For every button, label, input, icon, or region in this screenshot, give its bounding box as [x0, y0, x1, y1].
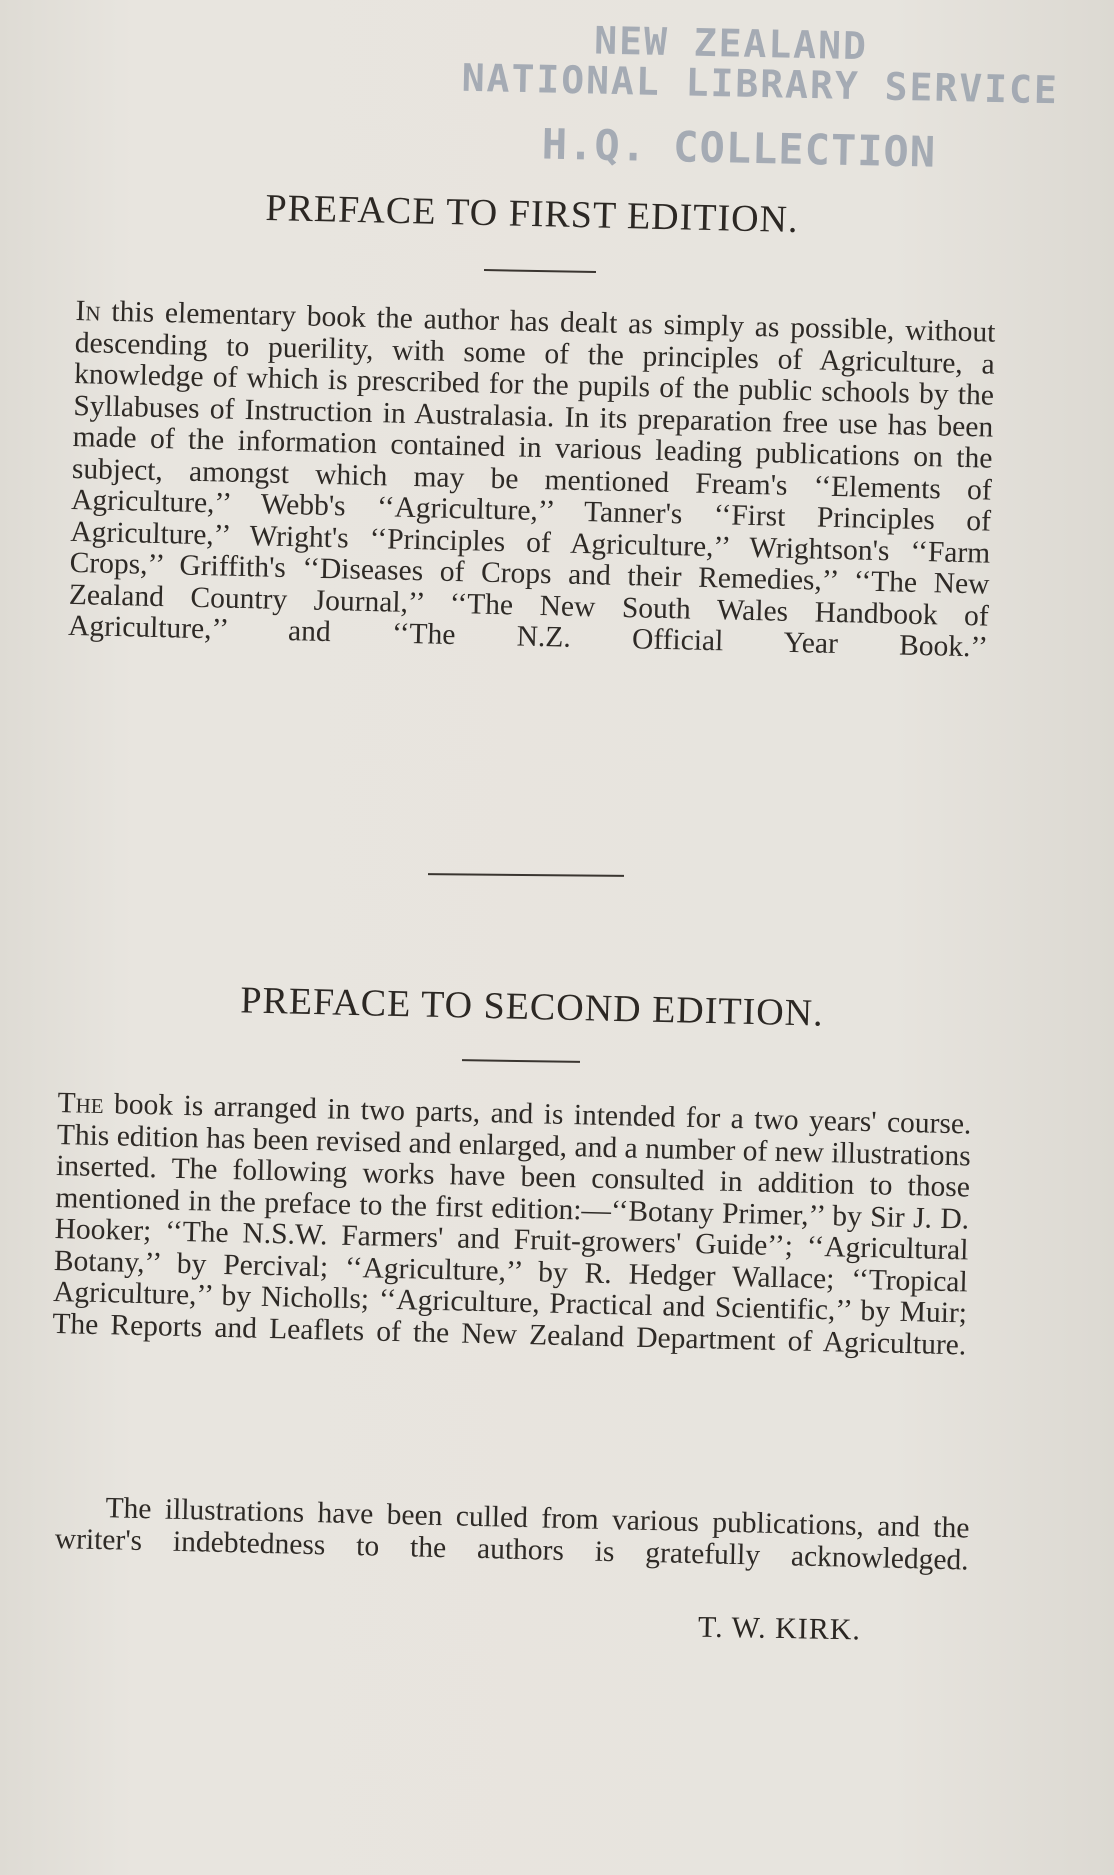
preface-second-paragraph-2: The illustrations have been culled from various publications, and the writer's indebtedness to the authors is gratefully acknowledged.: [54, 1492, 970, 1577]
preface-second-text: book is arranged in two parts, and is intended for a two years' course. This edition has been revised and enlarged, and a number of new illustrations inserted. The following works have been consulted in addition to those mentioned in the preface to the first edition:—‘‘Botany Primer,’’ by Sir J. D. Hooker; ‘‘The N.S.W. Farmers' and Fruit-growers' Guide’’; ‘‘Agricultural Botany,’’ by Percival; ‘‘Agriculture,’’ by R. Hedger Wallace; ‘‘Tropical Agriculture,’’ by Nicholls; ‘‘Agriculture, Practical and Scientific,’’ by Muir; The Reports and Leaflets of the New Zealand Department of Agriculture.: [52, 1088, 972, 1361]
preface-first-lead: In: [75, 295, 102, 328]
library-stamp: [438, 15, 1081, 179]
title-rule-first: [484, 269, 596, 273]
stamp-line-2: NATIONAL LIBRARY SERVICE: [461, 55, 1060, 113]
title-rule-second: [462, 1059, 580, 1063]
stamp-line-3: H.Q. COLLECTION: [541, 119, 937, 177]
author-signature: T. W. KIRK.: [697, 1610, 862, 1647]
preface-first-text: this elementary book the author has dealt as simply as possible, without descending to puerility, with some of the principles of Agriculture, a knowledge of which is prescribed for the pupils of the public schools by the Syllabuses of Instruction in Australasia. In its preparation free use has been made of the information contained in various leading publications on the subject, amongst which may be mentioned Fream's ‘‘Elements of Agriculture,’’ Webb's ‘‘Agriculture,’’ Tanner's ‘‘First Principles of Agriculture,’’ Wright's ‘‘Principles of Agriculture,’’ Wrightson's ‘‘Farm Crops,’’ Griffith's ‘‘Diseases of Crops and their Remedies,’’ ‘‘The New Zealand Country Journal,’’ ‘‘The New South Wales Handbook of Agriculture,’’ and ‘‘The N.Z. Official Year Book.’’: [67, 295, 996, 664]
preface-first-body: [68, 296, 996, 664]
section-divider: [428, 873, 624, 876]
preface-first-title: PREFACE TO FIRST EDITION.: [265, 186, 799, 242]
preface-second-body: [52, 1088, 972, 1361]
preface-second-title: PREFACE TO SECOND EDITION.: [239, 979, 825, 1035]
preface-second-lead: The: [57, 1087, 105, 1121]
stamp-line-1: NEW ZEALAND: [593, 18, 869, 69]
